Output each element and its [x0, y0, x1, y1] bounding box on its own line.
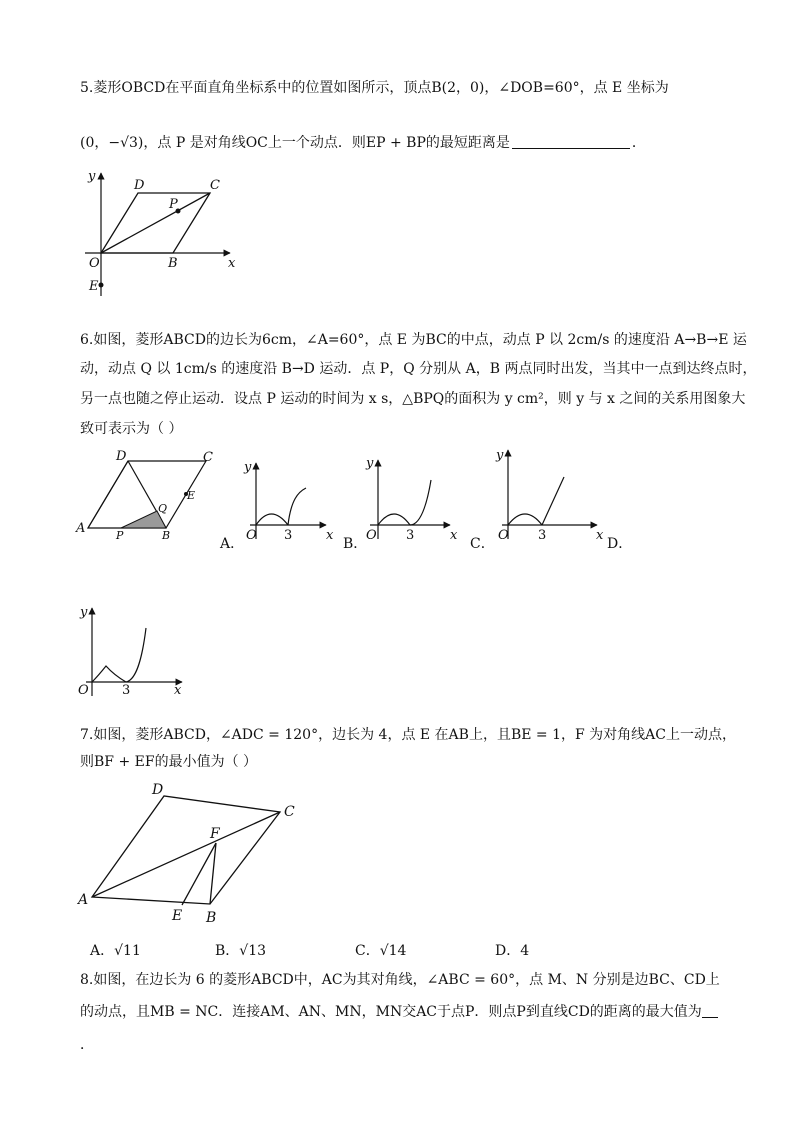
q5-answer-blank	[512, 134, 630, 149]
q7-choice-b[interactable]: B．√13	[215, 943, 267, 959]
q8-text-line2	[80, 1002, 718, 1022]
q8-text-line3: ．	[80, 1037, 94, 1053]
q7-choice-d[interactable]: D．4	[495, 943, 530, 959]
q5-text-line1: 5.菱形OBCD在平面直角坐标系中的位置如图所示，顶点B(2，0)，∠DOB=60°，点 E 坐标为	[80, 80, 669, 96]
q6-graph-c-label-O: O	[498, 528, 509, 543]
q8-text-line2-body: 的动点，且MB = NC．连接AM、AN、MN，MN交AC于点P．则点P到直线CD的距离的最大值为	[80, 1004, 702, 1020]
q6-graph-d	[74, 600, 189, 700]
q6-graph-a-label-x: x	[326, 528, 334, 543]
q7-choice-a[interactable]: A．√11	[90, 943, 141, 959]
q5-fig-label-O: O	[89, 256, 100, 271]
q6-text-line1: 6.如图，菱形ABCD的边长为6cm，∠A=60°，点 E 为BC的中点，动点 P 以 2cm/s 的速度沿 A→B→E 运	[80, 332, 747, 348]
q5-fig-label-y: y	[88, 169, 96, 184]
q6-option-d[interactable]: D．	[607, 536, 633, 552]
q6-graph-c-tick-3: 3	[538, 528, 547, 543]
q6-option-b[interactable]: B．	[343, 536, 368, 552]
q6-fig-label-D: D	[116, 449, 127, 464]
q6-option-a[interactable]: A．	[220, 536, 245, 552]
q6-rhombus-figure	[76, 448, 216, 543]
q5-text-line2-before: (0，−√3)，点 P 是对角线OC上一个动点．则EP + BP的最短距离是	[80, 135, 510, 151]
q7-choice-c[interactable]: C．√14	[355, 943, 407, 959]
q5-fig-label-x: x	[228, 256, 236, 271]
q7-fig-label-F: F	[210, 826, 220, 842]
q6-graph-a	[238, 455, 338, 545]
q6-fig-label-Q: Q	[158, 502, 168, 515]
q7-fig-label-D: D	[152, 782, 164, 798]
q5-fig-label-B: B	[168, 256, 178, 271]
q6-graph-d-label-x: x	[174, 683, 182, 698]
q6-graph-d-tick-3: 3	[122, 683, 131, 698]
q5-fig-label-E: E	[89, 279, 99, 294]
q7-text-line2: 则BF + EF的最小值为（ ）	[80, 754, 258, 770]
q5-text-line2	[80, 133, 646, 153]
q7-fig-label-A: A	[78, 892, 89, 908]
q6-fig-label-C: C	[203, 450, 213, 465]
q6-graph-b-label-O: O	[366, 528, 377, 543]
q5-fig-label-C: C	[210, 178, 220, 193]
q8-answer-blank	[702, 1003, 718, 1018]
q6-text-line3: 另一点也随之停止运动．设点 P 运动的时间为 x s，△BPQ的面积为 y cm²，则 y 与 x 之间的关系用图象大	[80, 391, 746, 407]
q6-graph-d-label-y: y	[80, 605, 88, 620]
q7-text-line1: 7.如图，菱形ABCD，∠ADC = 120°，边长为 4，点 E 在AB上，且BE = 1，F 为对角线AC上一动点，	[80, 727, 736, 743]
q5-figure	[80, 168, 250, 303]
q6-graph-a-label-y: y	[244, 460, 252, 475]
q6-graph-d-label-O: O	[78, 683, 89, 698]
q5-text-line2-after: ．	[631, 135, 646, 151]
q7-fig-label-B: B	[206, 910, 217, 926]
q6-graph-a-tick-3: 3	[284, 528, 293, 543]
q6-text-line2: 动，动点 Q 以 1cm/s 的速度沿 B→D 运动．点 P，Q 分别从 A，B 两点同时出发，当其中一点到达终点时，	[80, 361, 757, 377]
q6-fig-label-E: E	[187, 489, 196, 502]
q5-fig-label-P: P	[169, 197, 178, 212]
q6-graph-c-label-y: y	[496, 448, 504, 463]
q5-fig-label-D: D	[134, 178, 145, 193]
q6-graph-b-label-x: x	[450, 528, 458, 543]
q7-fig-label-E: E	[172, 908, 183, 924]
q7-figure	[76, 780, 306, 930]
q6-fig-label-P: P	[116, 529, 124, 542]
q6-fig-label-B: B	[162, 529, 171, 542]
q6-graph-b	[358, 455, 468, 545]
q6-graph-b-label-y: y	[366, 456, 374, 471]
q7-fig-label-C: C	[284, 804, 295, 820]
q6-text-line4: 致可表示为（ ）	[80, 421, 183, 437]
q6-graph-c-label-x: x	[596, 528, 604, 543]
q6-graph-c	[492, 445, 607, 545]
q6-graph-b-tick-3: 3	[406, 528, 415, 543]
q8-text-line1: 8.如图，在边长为 6 的菱形ABCD中，AC为其对角线，∠ABC = 60°，点 M、N 分别是边BC、CD上	[80, 972, 720, 988]
q6-graph-a-label-O: O	[246, 528, 257, 543]
q6-fig-label-A: A	[76, 521, 86, 536]
q6-option-c[interactable]: C．	[470, 536, 495, 552]
